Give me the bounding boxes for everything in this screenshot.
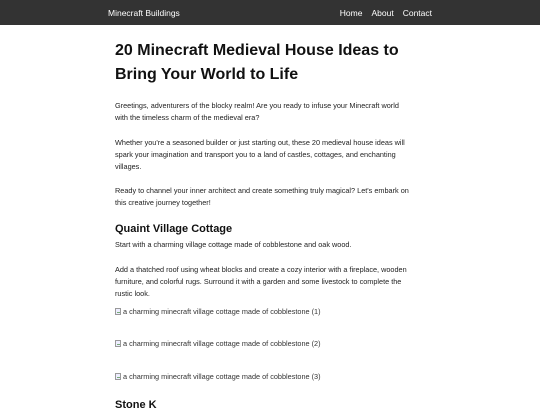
broken-image-icon [115, 308, 121, 315]
nav-contact-link[interactable]: Contact [402, 7, 432, 18]
cottage-p2-line-3: rustic look. [115, 289, 150, 298]
intro-p2-line-2: spark your imagination and transport you to a land of castles, cottages, and enchanting [115, 150, 396, 159]
broken-image-icon [115, 340, 121, 347]
top-navbar [0, 0, 540, 25]
intro-paragraph-1 [115, 100, 399, 124]
intro-p1-line-1: Greetings, adventurers of the blocky realm! Are you ready to infuse your Minecraft world [115, 101, 399, 110]
section-heading-stone: Stone K [115, 399, 157, 411]
nav-about-link[interactable]: About [371, 7, 394, 18]
cottage-paragraph-1: Start with a charming village cottage made of cobblestone and oak wood. [115, 240, 352, 249]
broken-image-icon [115, 373, 121, 380]
intro-p2-line-1: Whether you're a seasoned builder or just starting out, these 20 medieval house ideas will [115, 138, 405, 147]
site-brand-link[interactable]: Minecraft Buildings [108, 7, 180, 18]
intro-paragraph-2 [115, 137, 405, 173]
intro-p2-line-3: villages. [115, 162, 142, 171]
intro-paragraph-3 [115, 185, 409, 209]
intro-p1-line-2: with the timeless charm of the medieval era? [115, 113, 260, 122]
main-nav [340, 8, 432, 18]
article-title-line-2: Bring Your World to Life [115, 66, 299, 83]
cottage-image-3 [115, 370, 321, 382]
intro-p3-line-1: Ready to channel your inner architect and create something truly magical? Let's embark on [115, 186, 409, 195]
intro-p3-line-2: this creative journey together! [115, 198, 211, 207]
article-title [115, 39, 429, 87]
cottage-image-3-alt: a charming minecraft village cottage made of cobblestone (3) [123, 371, 321, 381]
cottage-p2-line-2: furniture, and colorful rugs. Surround it with a garden and some livestock to complete the [115, 277, 402, 286]
cottage-paragraph-2 [115, 264, 407, 300]
nav-home-link[interactable]: Home [339, 7, 363, 18]
section-heading-cottage: Quaint Village Cottage [115, 223, 233, 235]
cottage-image-2 [115, 337, 321, 349]
cottage-image-1 [115, 305, 321, 317]
article-content [115, 39, 429, 411]
article-title-line-1: 20 Minecraft Medieval House Ideas to [115, 42, 399, 59]
cottage-image-1-alt: a charming minecraft village cottage made of cobblestone (1) [123, 306, 321, 316]
cottage-p2-line-1: Add a thatched roof using wheat blocks and create a cozy interior with a fireplace, wooden [115, 265, 407, 274]
cottage-image-2-alt: a charming minecraft village cottage made of cobblestone (2) [123, 338, 321, 348]
